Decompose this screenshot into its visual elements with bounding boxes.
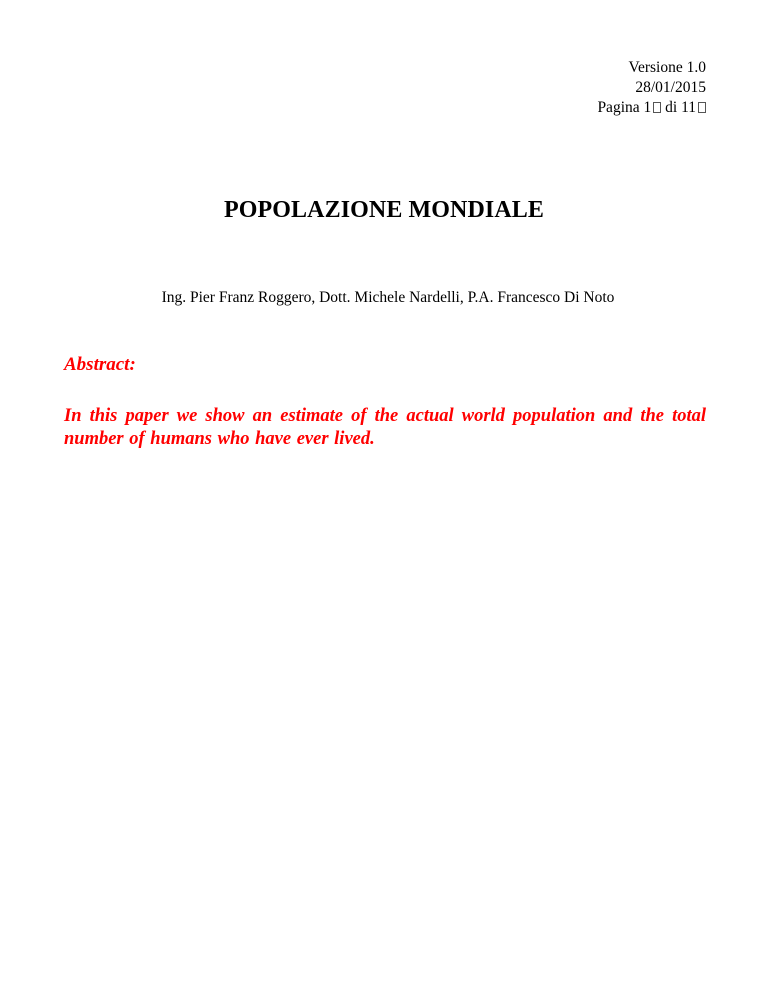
header-meta: [597, 58, 706, 118]
page-total: 11: [681, 99, 696, 116]
page-of: di: [665, 99, 678, 116]
abstract-text: In this paper we show an estimate of the actual world population and the total number of humans who have ever lived.: [64, 406, 706, 449]
page-label: Pagina: [597, 99, 640, 116]
page-current: 1: [643, 99, 652, 116]
missing-glyph-icon: [653, 102, 661, 113]
date-label: 28/01/2015: [635, 79, 706, 96]
abstract-heading: Abstract:: [64, 354, 136, 375]
page-title: POPOLAZIONE MONDIALE: [223, 197, 545, 223]
missing-glyph-icon: [698, 102, 706, 113]
authors: Ing. Pier Franz Roggero, Dott. Michele Nardelli, P.A. Francesco Di Noto: [161, 289, 615, 306]
version-label: Versione 1.0: [628, 59, 706, 76]
page-number: [597, 98, 706, 118]
